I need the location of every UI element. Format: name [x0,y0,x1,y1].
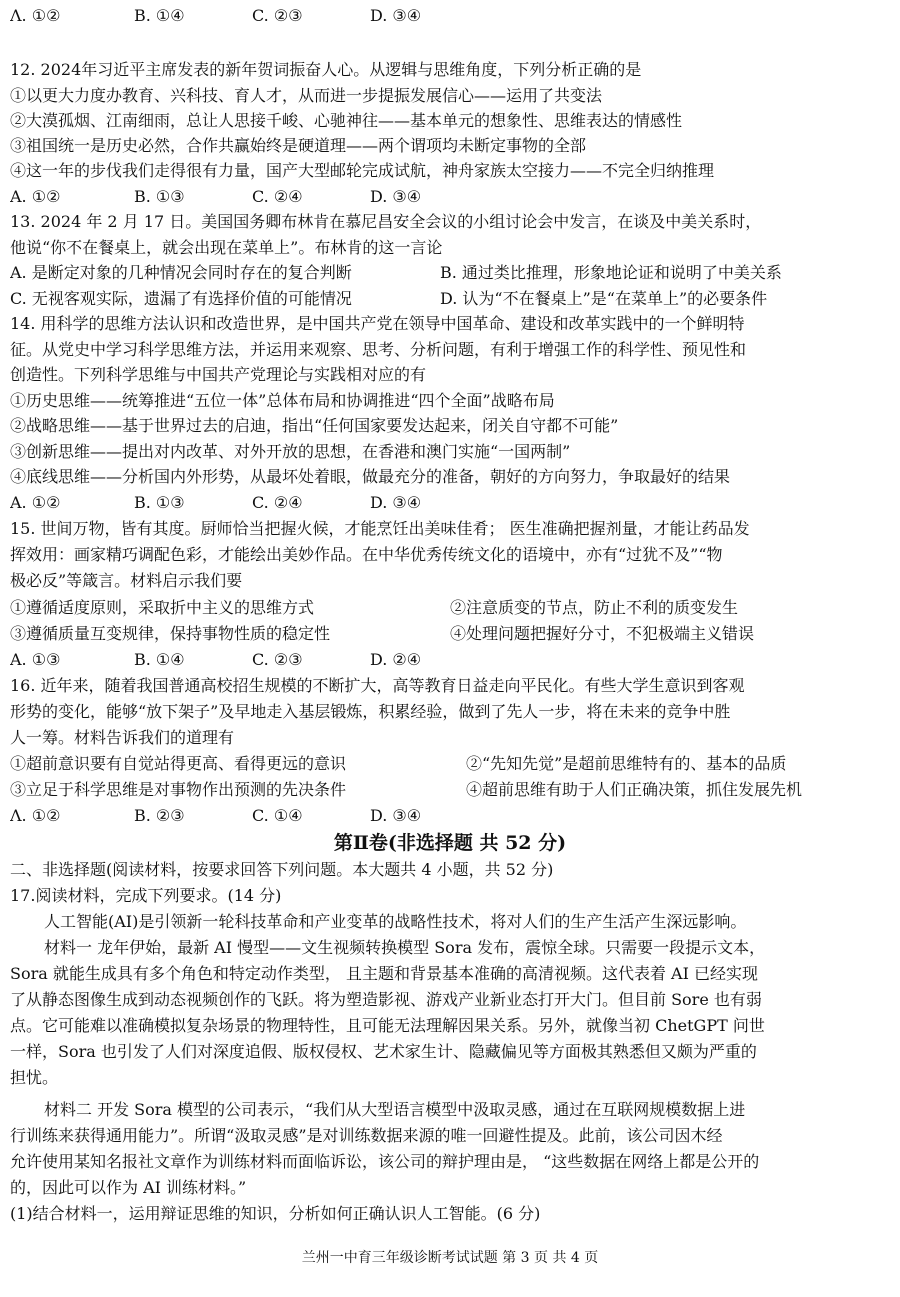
q13-choice-d: D. 认为“不在餐桌上”是“在菜单上”的必要条件 [440,289,768,308]
q14-stem-line-2: 征。从党史中学习科学思维方法，并运用来观察、思考、分析问题，有利于增强工作的科学性、预见性和 [10,340,747,359]
q16-option-b: B. ②③ [134,806,185,825]
q14-option-b: B. ①③ [134,493,185,512]
q14-item-1: ①历史思维——统筹推进“五位一体”总体布局和协调推进“四个全面”战略布局 [10,391,555,410]
section-2-title: 第Ⅱ卷(非选择题 共 52 分) [333,832,567,854]
q16-options [10,804,890,828]
q13-choice-a: A. 是断定对象的几种情况会同时存在的复合判断 [10,263,352,282]
q13-stem-line-1: 13. 2024 年 2 月 17 日。美国国务卿布林肯在慕尼昌安全会议的小组讨论会中发言，在谈及中美关系时， [10,212,762,231]
q17-question-1: (1)结合材料一，运用辩证思维的知识，分析如何正确认识人工智能。(6 分) [10,1204,541,1223]
q16-item-2: ②“先知先觉”是超前思维特有的、基本的品质 [466,754,787,773]
q17-material2-line-4: 的，因此可以作为 AI 训练材料。” [10,1178,247,1197]
q16-item-4: ④超前思维有助于人们正确决策，抓住发展先机 [466,780,803,799]
q16-items-row-2 [10,778,890,802]
section-2-instruction: 二、非选择题(阅读材料，按要求回答下列问题。本大题共 4 小题，共 52 分) [10,860,554,879]
q15-item-1: ①遵循适度原则，采取折中主义的思维方式 [10,598,315,617]
q15-option-b: B. ①④ [134,650,185,669]
q16-option-d: D. ③④ [370,806,422,825]
q13-stem-line-2: 他说“你不在餐桌上，就会出现在菜单上”。布林肯的这一言论 [10,238,443,257]
q16-stem-line-3: 人一筹。材料告诉我们的道理有 [10,728,235,747]
q16-items-row-1 [10,752,890,776]
q17-material2-line-3: 允许使用某知名报社文章作为训练材料而面临诉讼，该公司的辩护理由是， “这些数据在网络上都是公开的 [10,1152,760,1171]
q15-options [10,648,890,672]
q12-item-1: ①以更大力度办教育、兴科技、育人才，从而进一步提振发展信心——运用了共变法 [10,86,603,105]
q17-material1-line-5: 一样，Sora 也引发了人们对深度追假、版权侵权、艺术家生计、隐藏偏见等方面极其熟悉但又颇为严重的 [10,1042,757,1061]
q15-item-4: ④处理问题把握好分寸，不犯极端主义错误 [450,624,755,643]
q15-stem-line-3: 极必反”等箴言。材料启示我们要 [10,571,243,590]
q13-choices-row-1 [10,261,890,285]
q15-option-a: A. ①③ [10,650,61,669]
page-footer: 兰州一中育三年级诊断考试试题 第 3 页 共 4 页 [301,1250,599,1266]
q12-options [10,185,890,209]
q14-item-4: ④底线思维——分析国内外形势，从最坏处着眼，做最充分的准备，朝好的方向努力，争取最好的结果 [10,467,731,486]
q12-option-d: D. ③④ [370,187,422,206]
q13-choices-row-2 [10,287,890,311]
q13-choice-b: B. 通过类比推理，形象地论证和说明了中美关系 [440,263,782,282]
q13-choice-c: C. 无视客观实际，遗漏了有选择价值的可能情况 [10,289,352,308]
q14-item-2: ②战略思维——基于世界过去的启迪，指出“任何国家要发达起来，闭关自守都不可能” [10,416,619,435]
q15-stem-line-2: 挥效用：画家精巧调配色彩，才能绘出美妙作品。在中华优秀传统文化的语境中，亦有“过犹不及”“物 [10,545,723,564]
q11-option-a: Λ. ①② [10,6,61,25]
q16-item-3: ③立足于科学思维是对事物作出预测的先决条件 [10,780,347,799]
q15-option-d: D. ②④ [370,650,422,669]
q12-option-c: C. ②④ [252,187,303,206]
q17-material1-line-3: 了从静态图像生成到动态视频创作的飞跃。将为塑造影视、游戏产业新业态打开大门。但目前 Sore 也有弱 [10,990,762,1009]
q11-options [10,4,890,28]
q17-material1-line-4: 点。它可能难以准确模拟复杂场景的物理特性，且可能无法理解因果关系。另外，就像当初 ChetGPT 问世 [10,1016,765,1035]
q14-options [10,491,890,515]
q17-material2-line-1: 材料二 开发 Sora 模型的公司表示，“我们从大型语言模型中汲取灵感，通过在互联网规模数据上进 [44,1100,746,1119]
q17-material1-line-2: Sora 就能生成具有多个角色和特定动作类型， 且主题和背景基本准确的高清视频。这代表着 AI 已经实现 [10,964,759,983]
q14-option-d: D. ③④ [370,493,422,512]
q12-option-b: B. ①③ [134,187,185,206]
q12-item-2: ②大漠孤烟、江南细雨，总让人思接千峻、心驰神往——基本单元的想象性、思维表达的情感性 [10,111,683,130]
q12-item-3: ③祖国统一是历史必然，合作共赢始终是硬道理——两个谓项均未断定事物的全部 [10,136,587,155]
q16-item-1: ①超前意识要有自觉站得更高、看得更远的意识 [10,754,347,773]
q14-stem-line-3: 创造性。下列科学思维与中国共产党理论与实践相对应的有 [10,365,427,384]
q15-option-c: C. ②③ [252,650,303,669]
q14-stem-line-1: 14. 用科学的思维方法认识和改造世界，是中国共产党在领导中国革命、建设和改革实践中的一个鲜明特 [10,314,745,333]
q15-item-2: ②注意质变的节点，防止不利的质变发生 [450,598,739,617]
q15-stem-line-1: 15. 世间万物，皆有其度。厨师恰当把握火候，才能烹饪出美味佳肴； 医生准确把握剂量，才能让药品发 [10,519,750,538]
q15-items-row-1 [10,596,890,620]
q16-stem-line-2: 形势的变化，能够“放下架子”及早地走入基层锻炼，积累经验，做到了先人一步，将在未来的竞争中胜 [10,702,731,721]
q17-intro: 人工智能(AI)是引领新一轮科技革命和产业变革的战略性技术，将对人们的生产生活产生深远影响。 [44,912,747,931]
q14-item-3: ③创新思维——提出对内改革、对外开放的思想，在香港和澳门实施“一国两制” [10,442,571,461]
q14-option-a: A. ①② [10,493,61,512]
q17-material1-line-1: 材料一 龙年伊始，最新 AI 慢型——文生视频转换模型 Sora 发布，震惊全球。只需要一段提示文本， [44,938,766,957]
q17-material2-line-2: 行训练来获得通用能力”。所谓“汲取灵感”是对训练数据来源的唯一回避性提及。此前，该公司因木经 [10,1126,723,1145]
q15-items-row-2 [10,622,890,646]
q16-option-c: C. ①④ [252,806,303,825]
q17-material1-line-6: 担忧。 [10,1068,59,1087]
q12-item-4: ④这一年的步伐我们走得很有力量，国产大型邮轮完成试航，神舟家族太空接力——不完全归纳推理 [10,161,715,180]
q16-stem-line-1: 16. 近年来，随着我国普通高校招生规模的不断扩大，高等教育日益走向平民化。有些大学生意识到客观 [10,676,745,695]
q14-option-c: C. ②④ [252,493,303,512]
q11-option-b: B. ①④ [134,6,185,25]
q12-stem: 12. 2024年习近平主席发表的新年贺词振奋人心。从逻辑与思维角度，下列分析正确的是 [10,60,642,79]
q11-option-c: C. ②③ [252,6,303,25]
q12-option-a: A. ①② [10,187,61,206]
q16-option-a: Λ. ①② [10,806,61,825]
q15-item-3: ③遵循质量互变规律，保持事物性质的稳定性 [10,624,331,643]
q17-stem: 17.阅读材料，完成下列要求。(14 分) [10,886,282,905]
q11-option-d: D. ③④ [370,6,422,25]
